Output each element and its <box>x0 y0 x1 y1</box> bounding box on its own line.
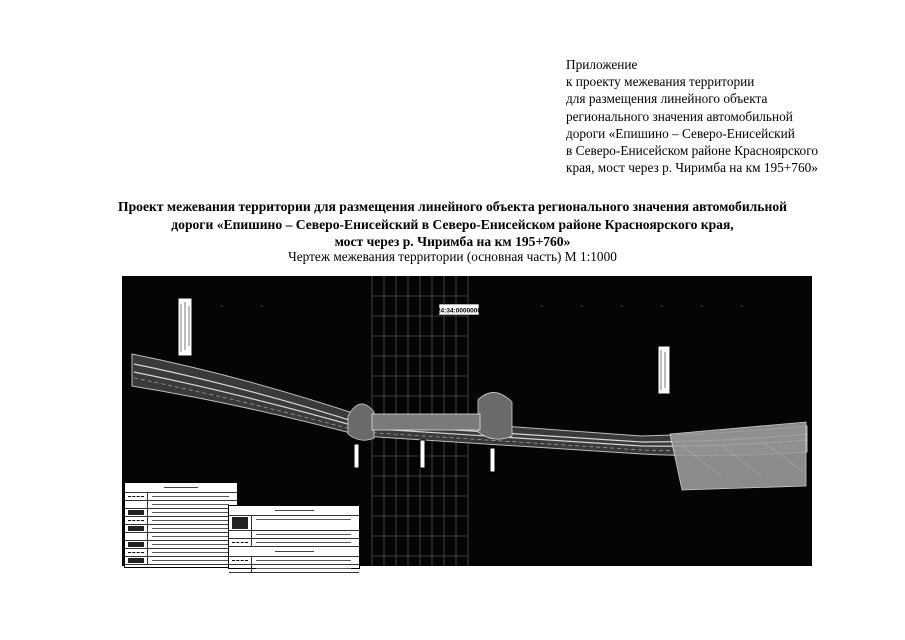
title-line: дороги «Епишино – Северо-Енисейский в Северо-Енисейском районе Красноярского края, <box>171 216 734 232</box>
appendix-block <box>566 56 896 176</box>
drawing-subtitle: Чертеж межевания территории (основная часть) М 1:1000 <box>288 249 617 264</box>
bridge-deck <box>372 414 480 430</box>
appendix-line: дороги «Епишино – Северо-Енисейский <box>566 125 795 141</box>
appendix-line: регионального значения автомобильной <box>566 108 793 124</box>
legend-table-left <box>124 482 238 568</box>
title-line: мост через р. Чиримба на км 195+760» <box>334 234 571 249</box>
shaded-parcel <box>670 422 806 490</box>
appendix-line: для размещения линейного объекта <box>566 91 768 107</box>
document-title <box>0 198 905 251</box>
appendix-line: Приложение <box>566 57 638 72</box>
appendix-line: края, мост через р. Чиримба на км 195+760» <box>566 160 818 176</box>
appendix-line: к проекту межевания территории <box>566 74 755 90</box>
title-line: Проект межевания территории для размещения линейного объекта регионального значения автомобильной <box>118 199 787 214</box>
appendix-line: в Северо-Енисейском районе Красноярского <box>566 143 818 159</box>
cadastral-number: 24:34:0000000 <box>436 307 482 315</box>
legend-table-right <box>228 505 360 569</box>
